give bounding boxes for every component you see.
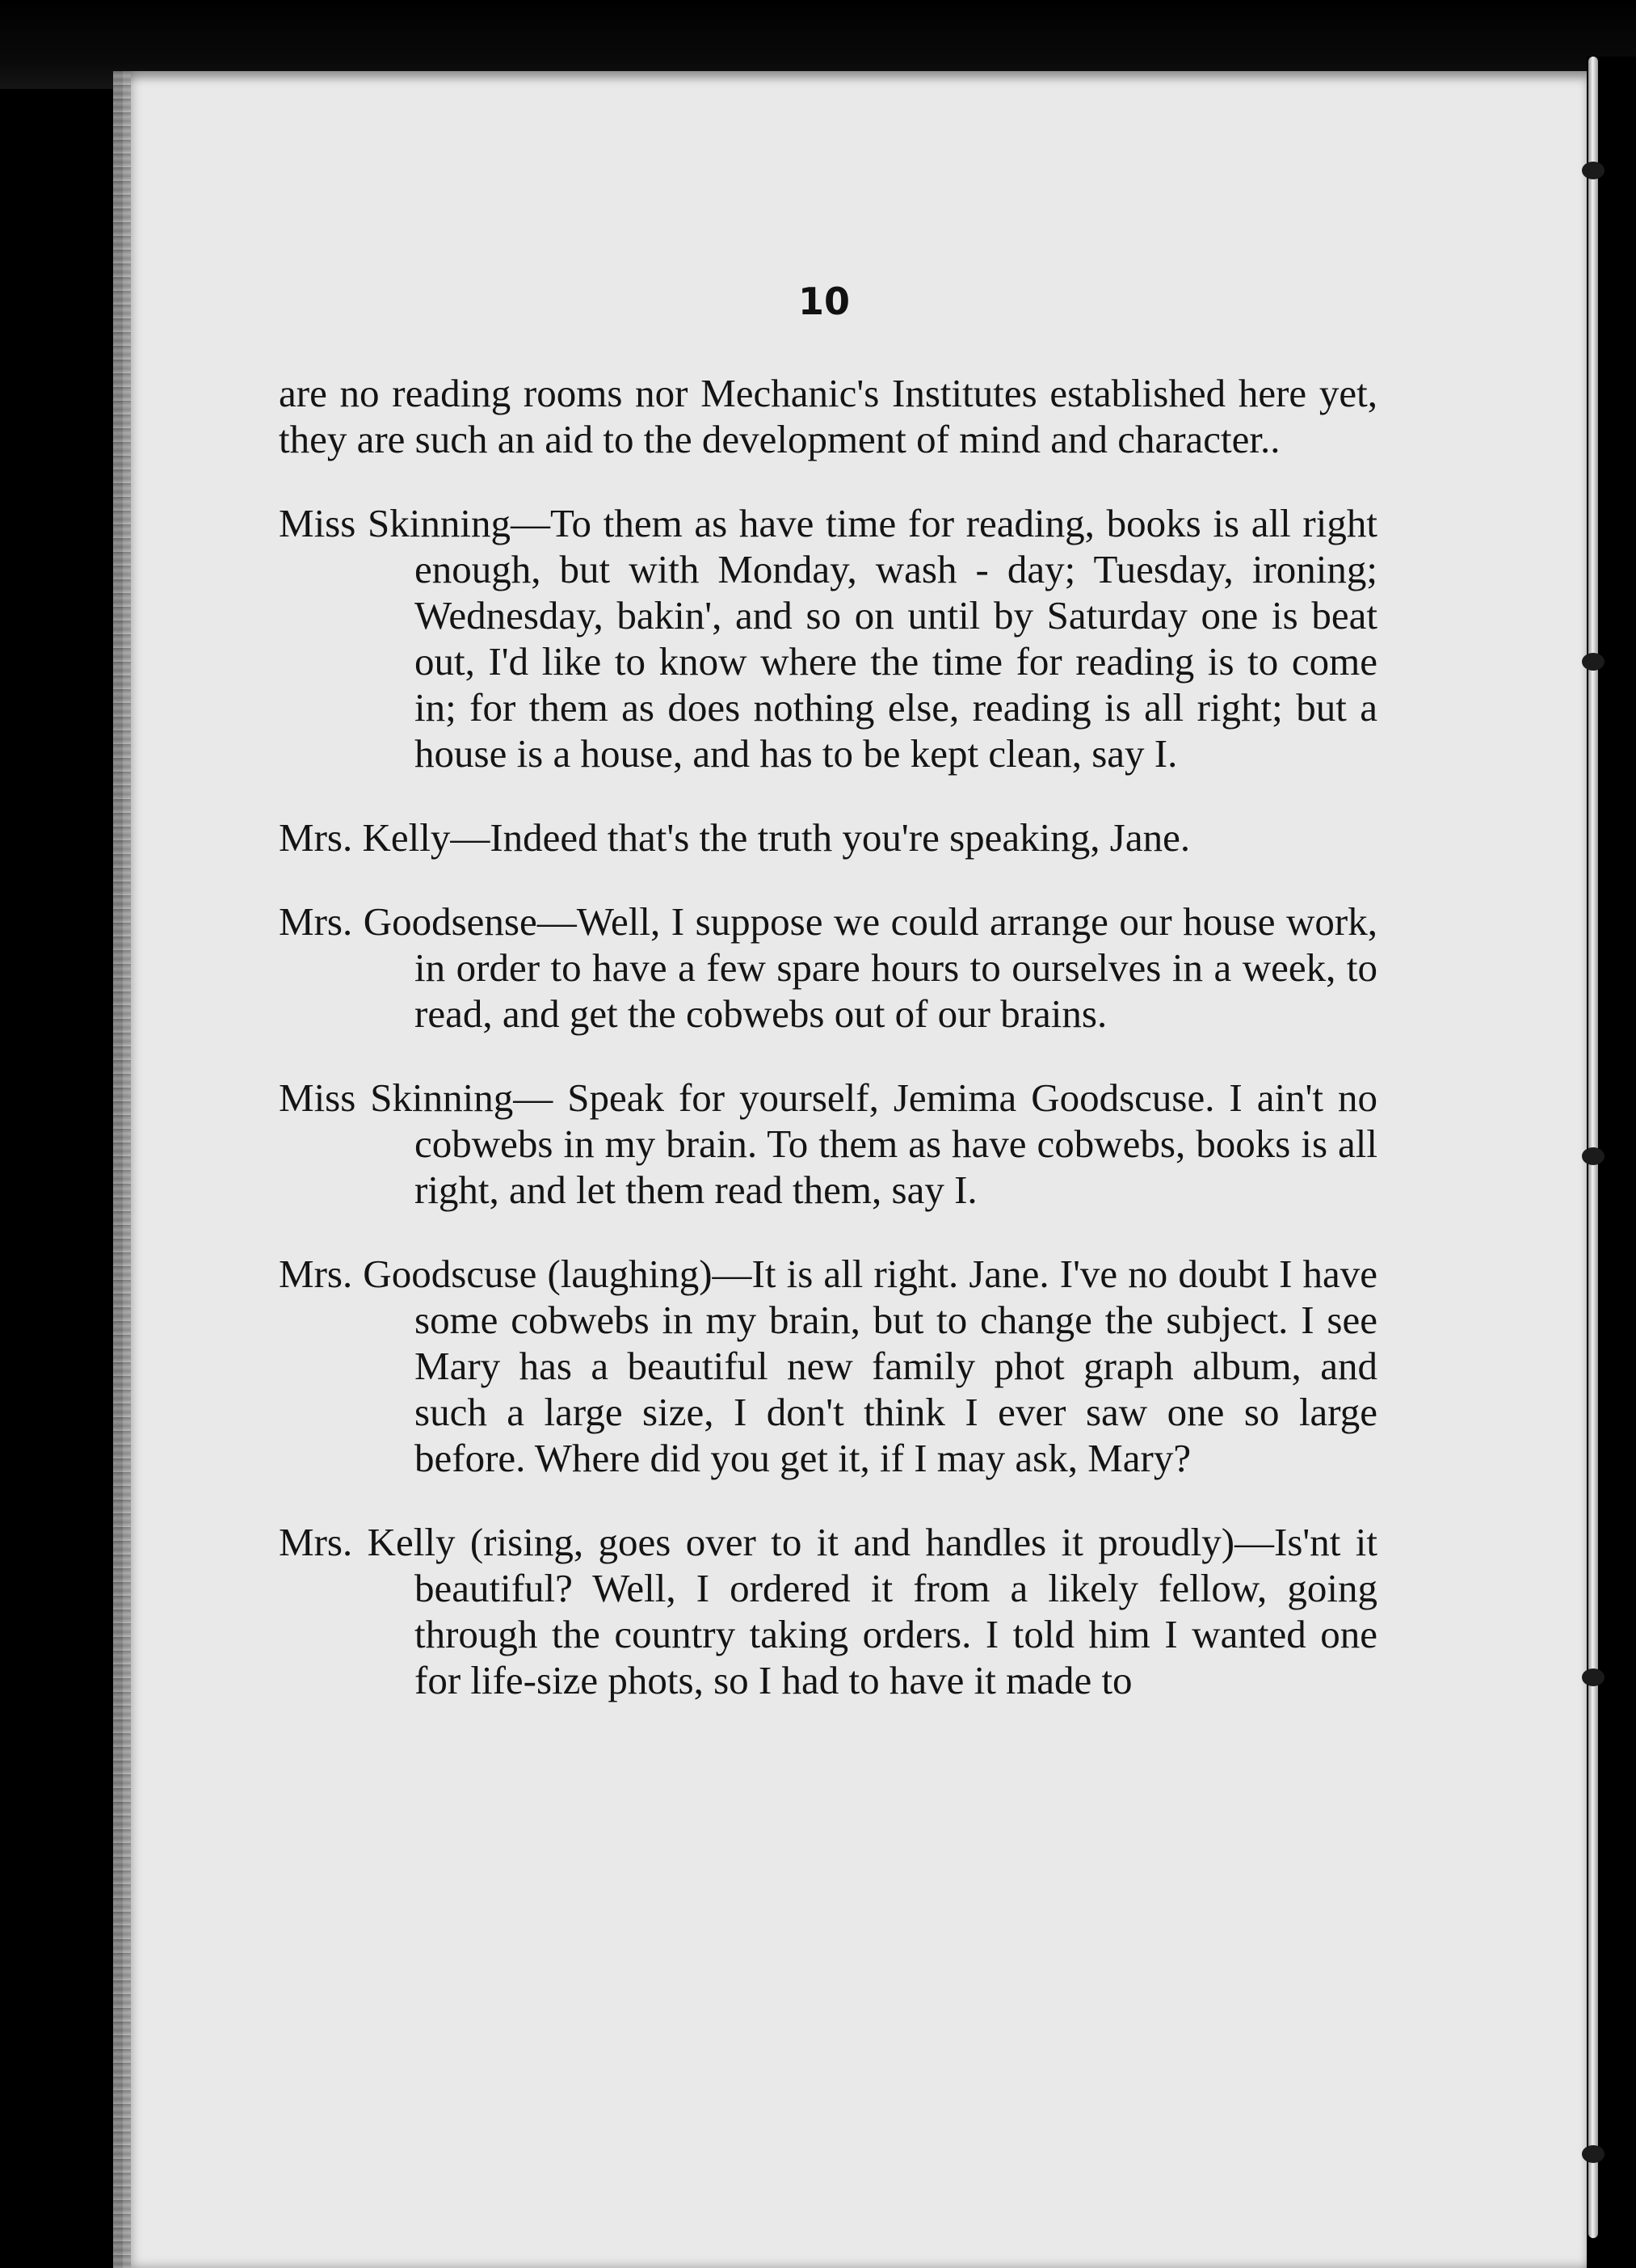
paragraph	[279, 1519, 1377, 1703]
paragraph	[143, 370, 1377, 462]
speaker-name: Mrs. Kelly	[279, 1520, 456, 1564]
paragraph-text: (rising, goes over to it and handles it proudly)—Is'nt it beautiful? Well, I ordered it from a likely fellow, going through the country taking orders. I told him I wanted one for life-size phots, so I had to have it made to	[414, 1520, 1377, 1702]
paragraph	[279, 1075, 1377, 1213]
binding-stitch	[1582, 1147, 1604, 1165]
binding-stitch	[1582, 653, 1604, 671]
speaker-name: Mrs. Goodscuse	[279, 1252, 537, 1296]
paragraph-text: —To them as have time for reading, books is all right enough, but with Monday, wash - day; Tuesday, ironing; Wednesday, bakin', and so on until by Saturday one is beat out, I'd like to know where the time for reading is to come in; for them as does nothing else, reading is all right; but a house is a house, and has to be kept clean, say I.	[414, 501, 1377, 776]
paragraph	[279, 898, 1377, 1037]
binding-stitch	[1582, 162, 1604, 179]
speaker-name: Miss Skinning	[279, 501, 511, 545]
paragraph	[279, 1251, 1377, 1481]
paragraph-text: (laughing)—It is all right. Jane. I've no doubt I have some cobwebs in my brain, but to change the subject. I see Mary has a beautiful new family phot graph album, and such a large size, I don't think I ever saw one so large before. Where did you get it, if I may ask, Mary?	[414, 1252, 1378, 1480]
binding-stitch	[1582, 2145, 1604, 2163]
paragraph-text: — Speak for yourself, Jemima Goodscuse. I ain't no cobwebs in my brain. To them as have cobwebs, books is all right, and let them read them, say I.	[414, 1075, 1377, 1212]
paragraph-text: —Well, I suppose we could arrange our house work, in order to have a few spare hours to ourselves in a week, to read, and get the cobwebs out of our brains.	[414, 899, 1377, 1036]
speaker-name: Mrs. Goodsense	[279, 899, 537, 944]
page-number: 10	[797, 280, 850, 323]
text-block	[279, 370, 1377, 1741]
speaker-name: Mrs. Kelly	[279, 815, 451, 860]
paragraph-text: —Indeed that's the truth you're speaking, Jane.	[450, 815, 1191, 860]
binding-stitch	[1582, 1668, 1604, 1686]
paragraph	[279, 814, 1377, 860]
paragraph-text: are no reading rooms nor Mechanic's Institutes established here yet, they are such an aid to the development of mind and character..	[279, 371, 1377, 461]
paragraph	[279, 500, 1377, 776]
page-left-edge	[113, 71, 131, 2268]
speaker-name: Miss Skinning	[279, 1075, 514, 1120]
